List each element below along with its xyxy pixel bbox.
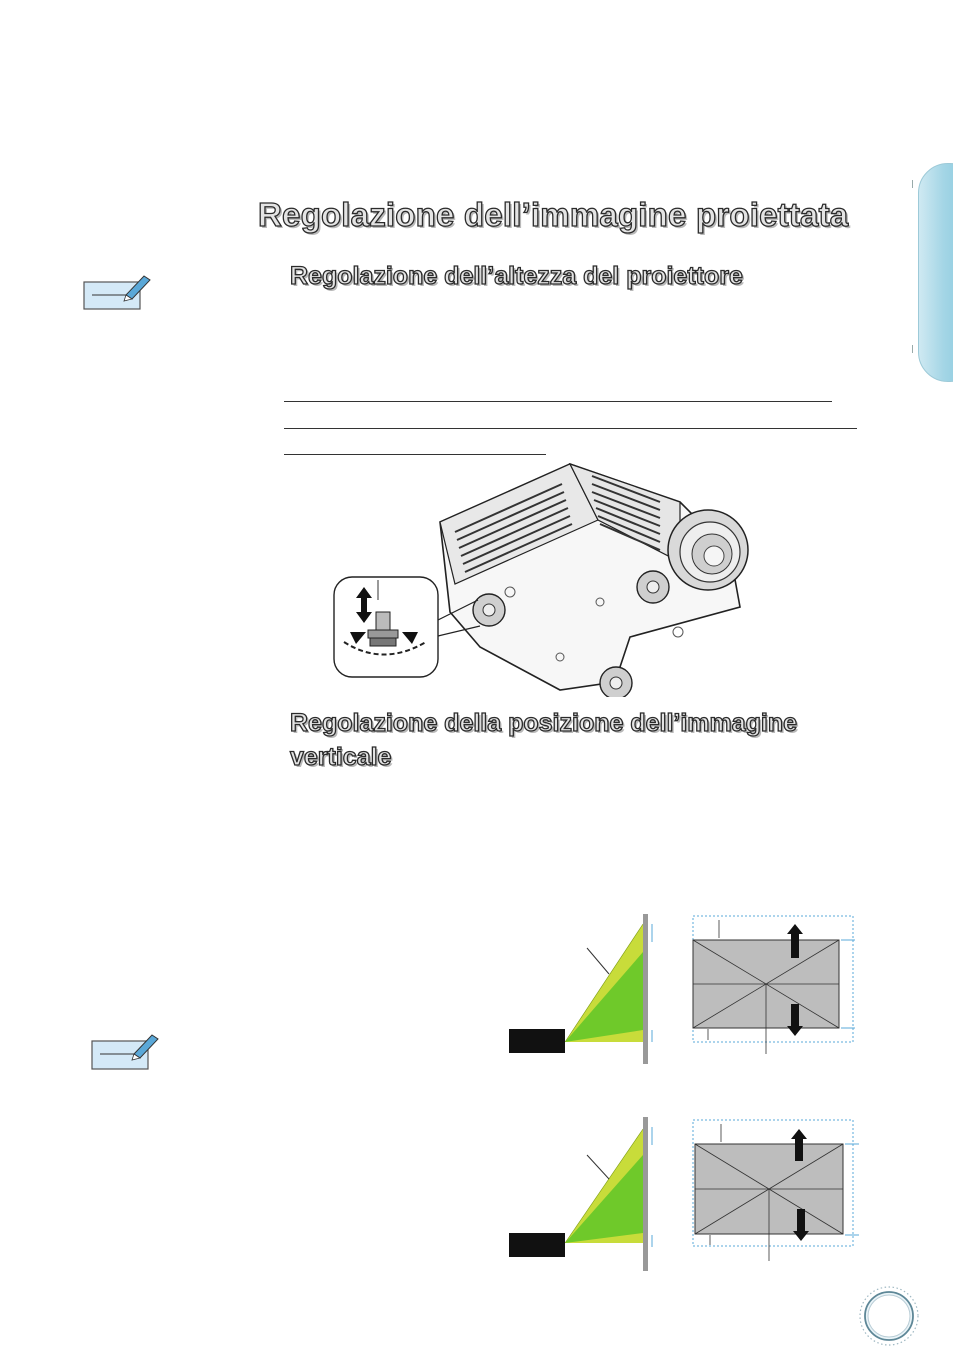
offset-diagram-1 [505, 912, 865, 1072]
text-rule [284, 401, 832, 402]
text-rule [284, 454, 546, 455]
side-tab [918, 163, 953, 382]
note-pencil-icon [82, 270, 160, 312]
page-title: Regolazione dell’immagine proiettata [258, 196, 849, 233]
section-title-vertical: Regolazione della posizione dell’immagine verticale [290, 709, 798, 771]
projector-illustration [330, 462, 750, 697]
section-title-height: Regolazione dell’altezza del proiettore [290, 262, 743, 290]
tab-tick-bottom [912, 345, 913, 353]
text-rule [284, 428, 857, 429]
note-pencil-icon [90, 1028, 168, 1072]
page-number-badge [858, 1285, 920, 1347]
tab-tick-top [912, 180, 913, 188]
offset-diagram-2 [505, 1115, 865, 1275]
